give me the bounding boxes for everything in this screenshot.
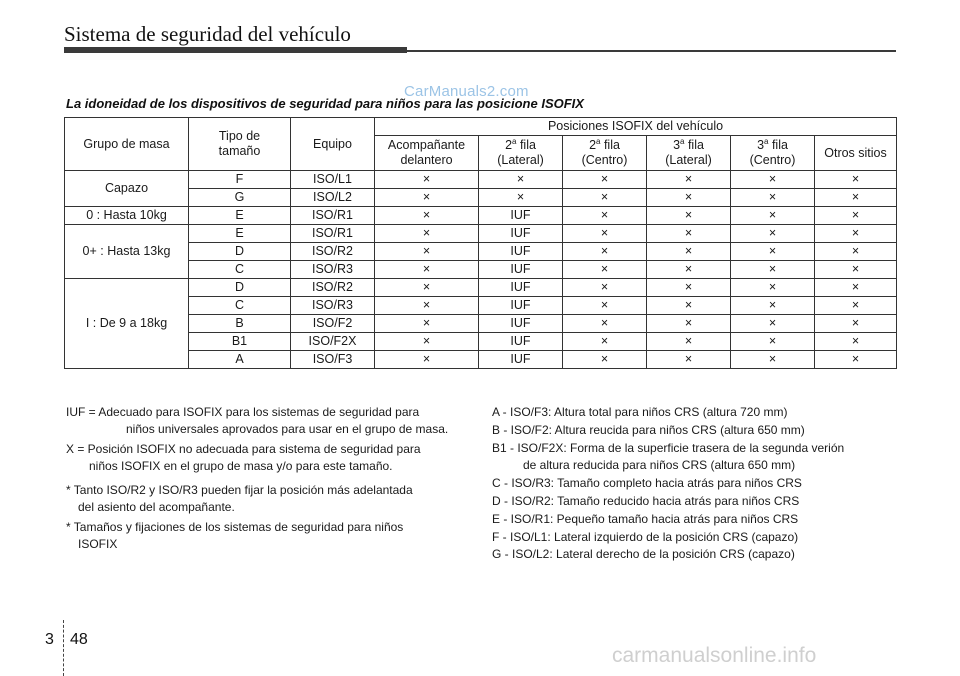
equipment-cell: ISO/R1 [291,207,375,225]
other-cell: × [815,351,897,369]
definition-e: E - ISO/R1: Pequeño tamaño hacia atrás para niños CRS [492,511,799,526]
other-cell: × [815,279,897,297]
table-row [65,333,897,351]
size-cell: C [189,297,291,315]
mass-group-cell: 0 : Hasta 10kg [65,207,189,225]
passenger-cell: × [375,315,479,333]
header-text: fila [768,138,788,152]
row3-lateral-cell: × [647,171,731,189]
other-cell: × [815,189,897,207]
other-cell: × [815,333,897,351]
header-subtext: (Centro) [581,153,628,167]
page-number: 48 [70,631,88,648]
header-text: fila [600,138,620,152]
table-row [65,279,897,297]
row3-center-cell: × [731,207,815,225]
size-cell: E [189,225,291,243]
note-line: * Tanto ISO/R2 y ISO/R3 pueden fijar la posición más adelantada [66,483,413,497]
row3-center-cell: × [731,225,815,243]
passenger-cell: × [375,279,479,297]
size-cell: B [189,315,291,333]
size-cell: C [189,261,291,279]
passenger-cell: × [375,333,479,351]
row2-center-cell: × [563,279,647,297]
ordinal-superscript: a [764,136,769,146]
col-header-passenger: Acompañante delantero [375,136,479,171]
row2-lateral-cell: IUF [479,333,563,351]
row3-lateral-cell: × [647,207,731,225]
col-header-3rd-row-lateral [647,136,731,171]
table-row [65,225,897,243]
row2-lateral-cell: IUF [479,243,563,261]
col-header-positions: Posiciones ISOFIX del vehículo [375,118,897,136]
size-cell: E [189,207,291,225]
passenger-cell: × [375,351,479,369]
size-cell: A [189,351,291,369]
size-class-definitions [492,404,896,564]
size-cell: G [189,189,291,207]
col-header-mass-group: Grupo de masa [65,118,189,171]
row3-lateral-cell: × [647,315,731,333]
mass-group-cell: I : De 9 a 18kg [65,279,189,369]
other-cell: × [815,171,897,189]
equipment-cell: ISO/R2 [291,243,375,261]
equipment-cell: ISO/R3 [291,297,375,315]
other-cell: × [815,261,897,279]
row2-center-cell: × [563,189,647,207]
header-text: fila [516,138,536,152]
mass-group-cell: 0+ : Hasta 13kg [65,225,189,279]
note-iuf [66,404,468,438]
definition-line: de altura reducida para niños CRS (altura 650 mm) [523,458,796,473]
note-line: X = Posición ISOFIX no adecuada para sistema de seguridad para [66,442,421,456]
row3-lateral-cell: × [647,225,731,243]
ordinal-superscript: a [512,136,517,146]
row2-center-cell: × [563,297,647,315]
equipment-cell: ISO/R1 [291,225,375,243]
definition-line: B1 - ISO/F2X: Forma de la superficie trasera de la segunda verión [492,440,845,455]
mass-group-cell: Capazo [65,171,189,207]
other-cell: × [815,297,897,315]
page-header-title: Sistema de seguridad del vehículo [64,22,351,46]
other-cell: × [815,315,897,333]
note-x [66,441,468,475]
passenger-cell: × [375,297,479,315]
equipment-cell: ISO/R2 [291,279,375,297]
equipment-cell: ISO/L2 [291,189,375,207]
note-line: ISOFIX [78,537,118,551]
row2-lateral-cell: IUF [479,279,563,297]
row2-center-cell: × [563,261,647,279]
row3-center-cell: × [731,351,815,369]
table-row [65,243,897,261]
definition-c: C - ISO/R3: Tamaño completo hacia atrás para niños CRS [492,476,802,491]
note-line: niños universales aprovados para usar en el grupo de masa. [126,422,449,436]
header-thick-rule [64,47,407,53]
definition-b1 [492,440,896,476]
table-header-row-1 [65,118,897,136]
row2-center-cell: × [563,333,647,351]
col-header-other: Otros sitios [815,136,897,171]
row2-lateral-cell: IUF [479,351,563,369]
equipment-cell: ISO/F2 [291,315,375,333]
row2-lateral-cell: × [479,171,563,189]
table-row [65,297,897,315]
note-line: niños ISOFIX en el grupo de masa y/o para este tamaño. [89,459,393,473]
section-title: La idoneidad de los dispositivos de seguridad para niños para las posicione ISOFIX [66,96,584,111]
row2-center-cell: × [563,171,647,189]
note-star-2 [66,519,468,553]
row2-center-cell: × [563,351,647,369]
row2-lateral-cell: × [479,189,563,207]
equipment-cell: ISO/R3 [291,261,375,279]
row2-lateral-cell: IUF [479,225,563,243]
row2-lateral-cell: IUF [479,207,563,225]
size-cell: F [189,171,291,189]
size-cell: D [189,279,291,297]
row2-lateral-cell: IUF [479,315,563,333]
chapter-number: 3 [45,631,54,648]
watermark-top: CarManuals2.com [404,83,529,100]
note-line: del asiento del acompañante. [78,500,235,514]
header-text: 3 [757,138,765,152]
header-text: 3 [673,138,681,152]
header-text: 2 [505,138,513,152]
row3-center-cell: × [731,297,815,315]
col-header-2nd-row-lateral [479,136,563,171]
row3-center-cell: × [731,315,815,333]
definition-b: B - ISO/F2: Altura reucida para niños CRS (altura 650 mm) [492,422,805,437]
passenger-cell: × [375,189,479,207]
row3-lateral-cell: × [647,243,731,261]
page-number-divider [63,620,64,676]
definition-f: F - ISO/L1: Lateral izquierdo de la posición CRS (capazo) [492,529,799,544]
header-text: 2 [589,138,597,152]
row3-lateral-cell: × [647,333,731,351]
col-header-size-type: Tipo de tamaño [189,118,291,171]
row2-center-cell: × [563,243,647,261]
size-cell: B1 [189,333,291,351]
table-row [65,207,897,225]
row3-center-cell: × [731,189,815,207]
row3-lateral-cell: × [647,279,731,297]
table-row [65,261,897,279]
isofix-suitability-table [64,117,897,369]
row2-lateral-cell: IUF [479,297,563,315]
header-thin-rule [407,50,896,52]
row3-center-cell: × [731,243,815,261]
col-header-equipment: Equipo [291,118,375,171]
row3-center-cell: × [731,171,815,189]
passenger-cell: × [375,225,479,243]
header-subtext: (Centro) [749,153,796,167]
table-row [65,189,897,207]
legend-notes [66,404,468,556]
header-text: fila [684,138,704,152]
header-subtext: (Lateral) [665,153,712,167]
row3-center-cell: × [731,261,815,279]
note-star-1 [66,482,468,516]
table-row [65,171,897,189]
equipment-cell: ISO/F2X [291,333,375,351]
passenger-cell: × [375,171,479,189]
row2-center-cell: × [563,207,647,225]
row2-center-cell: × [563,225,647,243]
row3-lateral-cell: × [647,189,731,207]
row3-lateral-cell: × [647,297,731,315]
definition-a: A - ISO/F3: Altura total para niños CRS (altura 720 mm) [492,405,788,419]
col-header-2nd-row-center [563,136,647,171]
definition-d: D - ISO/R2: Tamaño reducido hacia atrás para niños CRS [492,493,800,508]
ordinal-superscript: a [680,136,685,146]
passenger-cell: × [375,261,479,279]
watermark-bottom: carmanualsonline.info [612,644,817,667]
note-line: * Tamaños y fijaciones de los sistemas de seguridad para niños [66,520,404,534]
size-cell: D [189,243,291,261]
table-row [65,315,897,333]
col-header-3rd-row-center [731,136,815,171]
other-cell: × [815,243,897,261]
row3-lateral-cell: × [647,351,731,369]
equipment-cell: ISO/F3 [291,351,375,369]
other-cell: × [815,207,897,225]
row2-center-cell: × [563,315,647,333]
other-cell: × [815,225,897,243]
passenger-cell: × [375,243,479,261]
row3-lateral-cell: × [647,261,731,279]
passenger-cell: × [375,207,479,225]
table-row [65,351,897,369]
header-subtext: (Lateral) [497,153,544,167]
definition-g: G - ISO/L2: Lateral derecho de la posición CRS (capazo) [492,547,795,562]
equipment-cell: ISO/L1 [291,171,375,189]
note-line: IUF = Adecuado para ISOFIX para los sistemas de seguridad para [66,405,420,419]
ordinal-superscript: a [596,136,601,146]
row2-lateral-cell: IUF [479,261,563,279]
row3-center-cell: × [731,333,815,351]
row3-center-cell: × [731,279,815,297]
